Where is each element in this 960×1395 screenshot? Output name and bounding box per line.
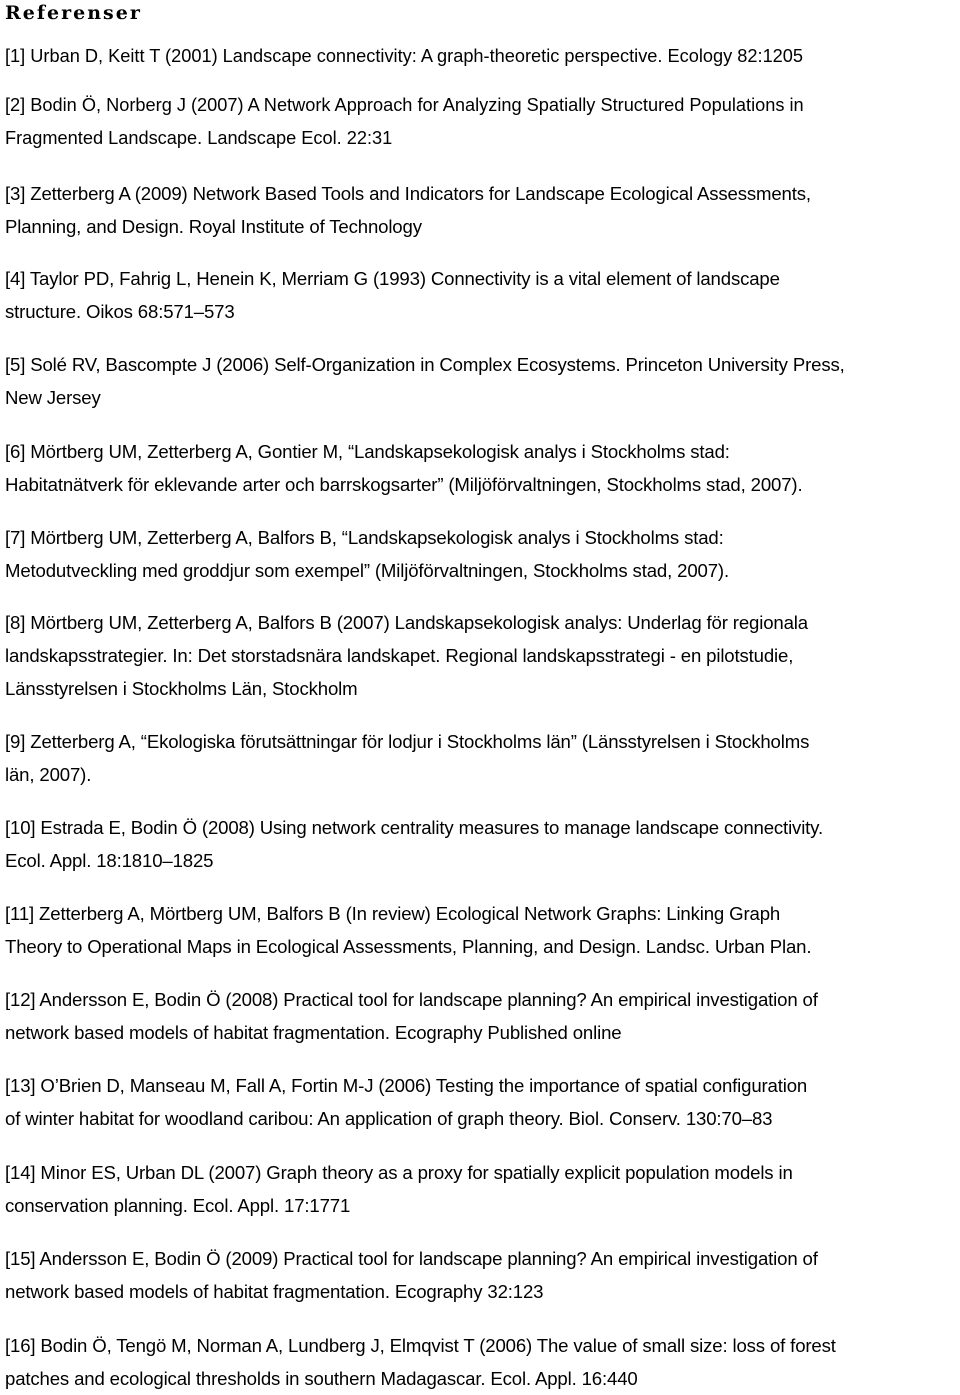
reference-12	[5, 983, 955, 1049]
reference-line: [4] Taylor PD, Fahrig L, Henein K, Merriam G (1993) Connectivity is a vital element of landscape	[5, 268, 780, 289]
reference-line: [15] Andersson E, Bodin Ö (2009) Practical tool for landscape planning? An empirical investigation of	[5, 1248, 818, 1269]
reference-line: [12] Andersson E, Bodin Ö (2008) Practical tool for landscape planning? An empirical investigation of	[5, 989, 818, 1010]
reference-line: [5] Solé RV, Bascompte J (2006) Self-Organization in Complex Ecosystems. Princeton University Press,	[5, 354, 845, 375]
reference-9	[5, 725, 955, 791]
reference-14	[5, 1156, 955, 1222]
reference-line: [9] Zetterberg A, “Ekologiska förutsättningar för lodjur i Stockholms län” (Länsstyrelsen i Stockholms	[5, 731, 810, 752]
reference-13	[5, 1069, 955, 1135]
reference-line: [3] Zetterberg A (2009) Network Based Tools and Indicators for Landscape Ecological Assessments,	[5, 183, 811, 204]
reference-line: [8] Mörtberg UM, Zetterberg A, Balfors B (2007) Landskapsekologisk analys: Underlag för regionala	[5, 612, 808, 633]
reference-2	[5, 89, 955, 155]
reference-line: [11] Zetterberg A, Mörtberg UM, Balfors B (In review) Ecological Network Graphs: Linking Graph	[5, 903, 781, 924]
reference-line: Fragmented Landscape. Landscape Ecol. 22:31	[5, 128, 393, 148]
reference-6	[5, 435, 955, 501]
reference-8	[5, 606, 955, 705]
reference-line: structure. Oikos 68:571–573	[5, 301, 235, 322]
reference-line: Planning, and Design. Royal Institute of Technology	[5, 216, 422, 237]
reference-line: [14] Minor ES, Urban DL (2007) Graph theory as a proxy for spatially explicit population models in	[5, 1162, 793, 1183]
reference-line: [16] Bodin Ö, Tengö M, Norman A, Lundberg J, Elmqvist T (2006) The value of small size: loss of forest	[5, 1335, 836, 1356]
reference-line: of winter habitat for woodland caribou: An application of graph theory. Biol. Conserv. 130:70–83	[5, 1108, 773, 1129]
reference-7	[5, 521, 955, 587]
reference-line: [10] Estrada E, Bodin Ö (2008) Using network centrality measures to manage landscape connectivity.	[5, 817, 823, 838]
reference-line: [7] Mörtberg UM, Zetterberg A, Balfors B, “Landskapsekologisk analys i Stockholms stad:	[5, 527, 724, 548]
reference-3	[5, 177, 955, 243]
reference-line: [1] Urban D, Keitt T (2001) Landscape connectivity: A graph-theoretic perspective. Ecology 82:1205	[5, 46, 804, 66]
reference-line: [2] Bodin Ö, Norberg J (2007) A Network Approach for Analyzing Spatially Structured Populations in	[5, 95, 804, 115]
reference-line: Länsstyrelsen i Stockholms Län, Stockholm	[5, 678, 358, 699]
reference-line: Habitatnätverk för eklevande arter och barrskogsarter” (Miljöförvaltningen, Stockholms stad, 2007).	[5, 474, 803, 495]
reference-1	[5, 40, 955, 73]
reference-15	[5, 1242, 955, 1308]
reference-line: Ecol. Appl. 18:1810–1825	[5, 850, 214, 871]
reference-line: Theory to Operational Maps in Ecological Assessments, Planning, and Design. Landsc. Urban Plan.	[5, 936, 812, 957]
reference-line: län, 2007).	[5, 764, 92, 785]
reference-line: conservation planning. Ecol. Appl. 17:1771	[5, 1195, 351, 1216]
reference-5	[5, 348, 955, 414]
reference-line: [6] Mörtberg UM, Zetterberg A, Gontier M, “Landskapsekologisk analys i Stockholms stad:	[5, 441, 730, 462]
reference-10	[5, 811, 955, 877]
reference-4	[5, 262, 955, 328]
reference-11	[5, 897, 955, 963]
reference-line: patches and ecological thresholds in southern Madagascar. Ecol. Appl. 16:440	[5, 1368, 638, 1389]
reference-line: Metodutveckling med groddjur som exempel” (Miljöförvaltningen, Stockholms stad, 2007).	[5, 560, 729, 581]
reference-line: New Jersey	[5, 387, 101, 408]
reference-line: network based models of habitat fragmentation. Ecography Published online	[5, 1022, 622, 1043]
reference-line: landskapsstrategier. In: Det storstadsnära landskapet. Regional landskapsstrategi - en pilotstudie,	[5, 645, 794, 666]
reference-line: network based models of habitat fragmentation. Ecography 32:123	[5, 1281, 544, 1302]
reference-16	[5, 1329, 955, 1395]
section-heading: Referenser	[5, 2, 142, 24]
reference-line: [13] O’Brien D, Manseau M, Fall A, Fortin M-J (2006) Testing the importance of spatial configuration	[5, 1075, 808, 1096]
